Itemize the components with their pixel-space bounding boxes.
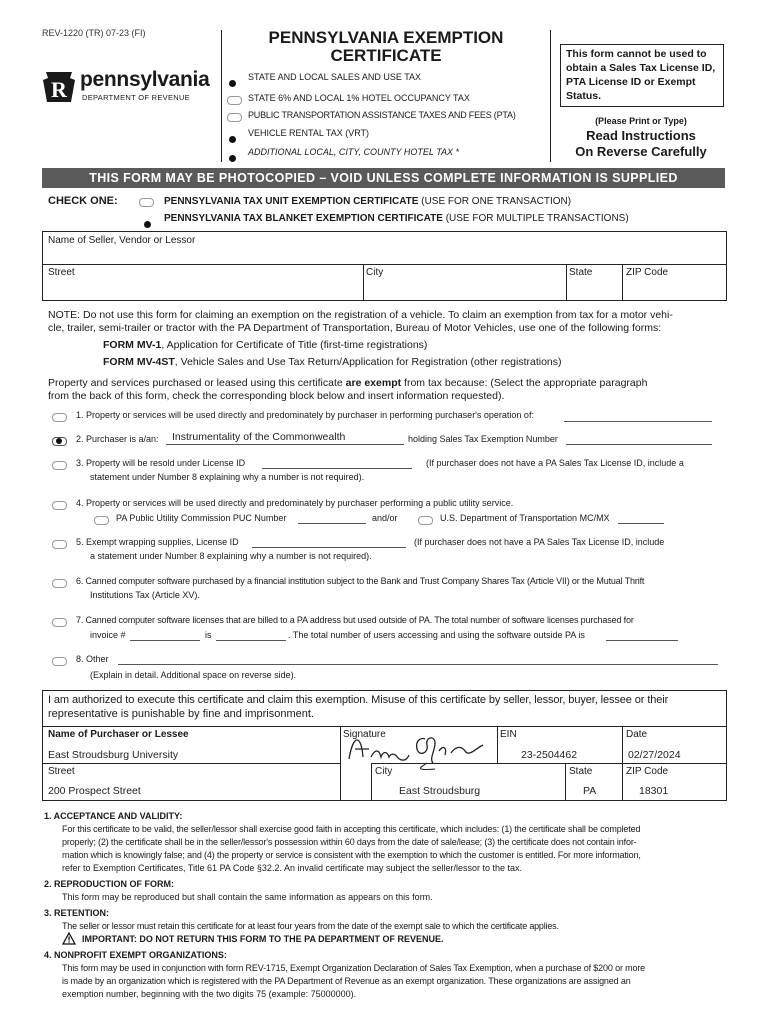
reason-6-text: 6. Canned computer software purchased by a financial institution subject to the Bank and Trust Company Shares Tax (Article VII) or the Mutual Thrift [76, 576, 645, 586]
reason-2-exemption-label: holding Sales Tax Exemption Number [408, 434, 558, 444]
signature-label: Signature [343, 729, 386, 740]
instruction-text: mation which is knowingly false; and (4) the property or service is consistent with the exemption to which the customer is entitled. For more information, [62, 850, 641, 860]
purchaser-name-value[interactable]: East Stroudsburg University [48, 749, 179, 761]
instruction-title: 1. ACCEPTANCE AND VALIDITY: [44, 811, 183, 821]
page-title-line2: CERTIFICATE [330, 46, 442, 65]
read-instructions-line2: On Reverse Carefully [575, 144, 707, 159]
reason-2-label: 2. Purchaser is a/an: [76, 434, 159, 444]
banner-text: THIS FORM MAY BE PHOTOCOPIED – VOID UNLESS COMPLETE INFORMATION IS SUPPLIED [89, 171, 678, 185]
reason-1-text: 1. Property or services will be used directly and predominately by purchaser in performing purchaser's operation of: [76, 410, 534, 420]
reason-7-text: 7. Canned computer software licenses that are billed to a PA address but used outside of PA. The total number of software licenses purchased for [76, 615, 634, 625]
reason-6-text2: Institutions Tax (Article XV). [90, 590, 200, 600]
notice-box [560, 44, 724, 107]
invoice-number-field[interactable] [130, 640, 200, 641]
checkbox-oval-icon[interactable] [227, 113, 242, 122]
puc-label: PA Public Utility Commission PUC Number [116, 513, 287, 523]
note-line: NOTE: Do not use this form for claiming an exemption on the registration of a vehicle. To claim an exemption from tax for a motor vehi- [48, 309, 673, 321]
invoice-label: invoice # [90, 630, 126, 640]
user-count-field[interactable] [606, 640, 678, 641]
mcmx-field[interactable] [618, 523, 664, 524]
reason-8-checkbox[interactable] [52, 657, 67, 666]
purchaser-state-label: State [569, 766, 593, 777]
reason-1-field[interactable] [564, 421, 712, 422]
seller-city-label: City [366, 267, 384, 278]
reason-5-note2: a statement under Number 8 explaining why a number is not required). [90, 551, 372, 561]
purchaser-zip-value[interactable]: 18301 [639, 785, 669, 797]
photocopy-banner [42, 168, 725, 188]
seller-box [42, 231, 727, 301]
purchaser-city-value[interactable]: East Stroudsburg [399, 785, 481, 797]
purchaser-type-value[interactable]: Instrumentality of the Commonwealth [172, 431, 346, 443]
unit-certificate-checkbox[interactable] [139, 198, 154, 207]
intro-line: from the back of this form, check the corresponding block below and insert information requested). [48, 390, 505, 402]
tax-item: STATE AND LOCAL SALES AND USE TAX [248, 72, 422, 82]
warning-triangle-icon [62, 932, 76, 945]
print-type-note: (Please Print or Type) [595, 116, 687, 126]
reason-4-checkbox[interactable] [52, 501, 67, 510]
reason-3-note: (If purchaser does not have a PA Sales Tax License ID, include a [426, 458, 684, 468]
form-mv1: FORM MV-1, Application for Certificate of Title (first-time registrations) [103, 339, 428, 351]
auth-line: representative is punishable by fine and imprisonment. [48, 708, 314, 720]
note-line: cle, trailer, semi-trailer or tractor with the PA Department of Transportation, Bureau of Motor Vehicles, use one of the following forms: [48, 322, 662, 334]
usdot-label: U.S. Department of Transportation MC/MX [440, 513, 610, 523]
reason-5-checkbox[interactable] [52, 540, 67, 549]
puc-number-field[interactable] [298, 523, 366, 524]
reason-3-text: 3. Property will be resold under License ID [76, 458, 246, 468]
instruction-text: is made by an organization which is registered with the PA Department of Revenue as an exempt organization. These organizations are assigned an [62, 976, 631, 986]
page-title: PENNSYLVANIA EXEMPTION [268, 28, 504, 47]
license-count-field[interactable] [216, 640, 286, 641]
instruction-title: 3. RETENTION: [44, 908, 110, 918]
seller-zip-label: ZIP Code [626, 267, 669, 278]
check-one-label: CHECK ONE: [48, 195, 118, 207]
reason-5-note: (If purchaser does not have a PA Sales Tax License ID, include [414, 537, 665, 547]
instruction-important: IMPORTANT: DO NOT RETURN THIS FORM TO THE PA DEPARTMENT OF REVENUE. [82, 934, 444, 944]
reason-2-checkbox[interactable] [52, 437, 67, 446]
notice-line: obtain a Sales Tax License ID, [566, 62, 716, 74]
reason-3-checkbox[interactable] [52, 461, 67, 470]
logo-subtitle: DEPARTMENT OF REVENUE [82, 93, 190, 102]
tax-item: ADDITIONAL LOCAL, CITY, COUNTY HOTEL TAX * [248, 147, 460, 157]
form-mv4st: FORM MV-4ST, Vehicle Sales and Use Tax Return/Application for Registration (other registrations) [103, 356, 562, 368]
selected-bullet-icon [229, 155, 236, 162]
wrapping-license-field[interactable] [252, 547, 406, 548]
purchaser-name-label: Name of Purchaser or Lessee [48, 729, 189, 740]
selected-bullet-icon [229, 136, 236, 143]
reason-1-checkbox[interactable] [52, 413, 67, 422]
purchaser-box [42, 690, 727, 801]
instruction-title: 2. REPRODUCTION OF FORM: [44, 879, 174, 889]
tax-item: STATE 6% AND LOCAL 1% HOTEL OCCUPANCY TAX [248, 93, 470, 103]
instruction-text: For this certificate to be valid, the seller/lessor shall exercise good faith in accepting this certificate, which includes: (1) the certificate shall be completed [62, 824, 641, 834]
selected-bullet-icon [229, 80, 236, 87]
reason-5-text: 5. Exempt wrapping supplies, License ID [76, 537, 239, 547]
instruction-text: This form may be reproduced but shall contain the same information as appears on this form. [62, 892, 433, 902]
license-id-field[interactable] [262, 468, 412, 469]
tax-item: PUBLIC TRANSPORTATION ASSISTANCE TAXES AND FEES (PTA) [248, 110, 516, 120]
purchaser-street-value[interactable]: 200 Prospect Street [48, 785, 141, 797]
other-explanation-field[interactable] [118, 664, 718, 665]
purchaser-street-label: Street [48, 766, 75, 777]
svg-text:R: R [51, 77, 67, 102]
checkbox-oval-icon[interactable] [227, 96, 242, 105]
signature-image [343, 727, 503, 775]
instruction-text: This form may be used in conjunction with form REV-1715, Exempt Organization Declaration of Sales Tax Exemption, when a purchase of $200 or more [62, 963, 646, 973]
logo-text: pennsylvania [80, 68, 210, 91]
instruction-text: exemption number, beginning with the two digits 75 (example: 75000000). [62, 989, 357, 999]
unit-certificate-option: PENNSYLVANIA TAX UNIT EXEMPTION CERTIFICATE (USE FOR ONE TRANSACTION) [164, 196, 572, 207]
notice-line: Status. [566, 90, 602, 102]
read-instructions: Read Instructions [586, 128, 696, 143]
auth-line: I am authorized to execute this certificate and claim this exemption. Misuse of this certificate by seller, lessor, buyer, lessee or their [48, 694, 669, 706]
puc-checkbox[interactable] [94, 516, 109, 525]
seller-name-label: Name of Seller, Vendor or Lessor [48, 235, 196, 246]
ein-label: EIN [500, 729, 517, 740]
instruction-title: 4. NONPROFIT EXEMPT ORGANIZATIONS: [44, 950, 227, 960]
blanket-certificate-option: PENNSYLVANIA TAX BLANKET EXEMPTION CERTIFICATE (USE FOR MULTIPLE TRANSACTIONS) [164, 213, 629, 224]
users-label: . The total number of users accessing and using the software outside PA is [288, 630, 585, 640]
notice-line: PTA License ID or Exempt [566, 76, 696, 88]
reason-7-checkbox[interactable] [52, 618, 67, 627]
seller-state-label: State [569, 267, 593, 278]
notice-line: This form cannot be used to [566, 48, 707, 60]
tax-item: VEHICLE RENTAL TAX (VRT) [248, 128, 370, 138]
purchaser-city-label: City [375, 766, 393, 777]
seller-street-label: Street [48, 267, 75, 278]
instruction-text: refer to Exemption Certificates, Title 61 PA Code §32.2. An invalid certificate may subject the seller/lessor to the tax. [62, 863, 523, 873]
reason-6-checkbox[interactable] [52, 579, 67, 588]
exemption-number-field[interactable] [566, 444, 712, 445]
intro-line: Property and services purchased or leased using this certificate are exempt from tax because: (Select the appropriate paragraph [48, 377, 648, 389]
ein-value[interactable]: 23-2504462 [521, 749, 578, 761]
purchaser-state-value[interactable]: PA [583, 785, 597, 797]
date-value[interactable]: 02/27/2024 [628, 749, 681, 761]
purchaser-zip-label: ZIP Code [626, 766, 669, 777]
blanket-certificate-selected-icon[interactable] [144, 221, 151, 228]
and-or-label: and/or [372, 513, 398, 523]
reason-3-note2: statement under Number 8 explaining why a number is not required). [90, 472, 365, 482]
usdot-checkbox[interactable] [418, 516, 433, 525]
is-label: is [205, 630, 212, 640]
reason-8-note: (Explain in detail. Additional space on reverse side). [90, 670, 297, 680]
instruction-text: The seller or lessor must retain this certificate for at least four years from the date of the exempt sale to which the certificate applies. [62, 921, 559, 931]
form-code: REV-1220 (TR) 07-23 (FI) [42, 28, 146, 38]
instruction-text: properly; (2) the certificate shall be in the seller/lessor's possession within 60 days from the date of sale/lease; (3) the certificate does not contain infor- [62, 837, 637, 847]
keystone-logo-icon [42, 70, 76, 104]
reason-8-label: 8. Other [76, 654, 109, 664]
date-label: Date [626, 729, 648, 740]
reason-4-text: 4. Property or services will be used directly and predominately by purchaser performing a public utility service. [76, 498, 514, 508]
